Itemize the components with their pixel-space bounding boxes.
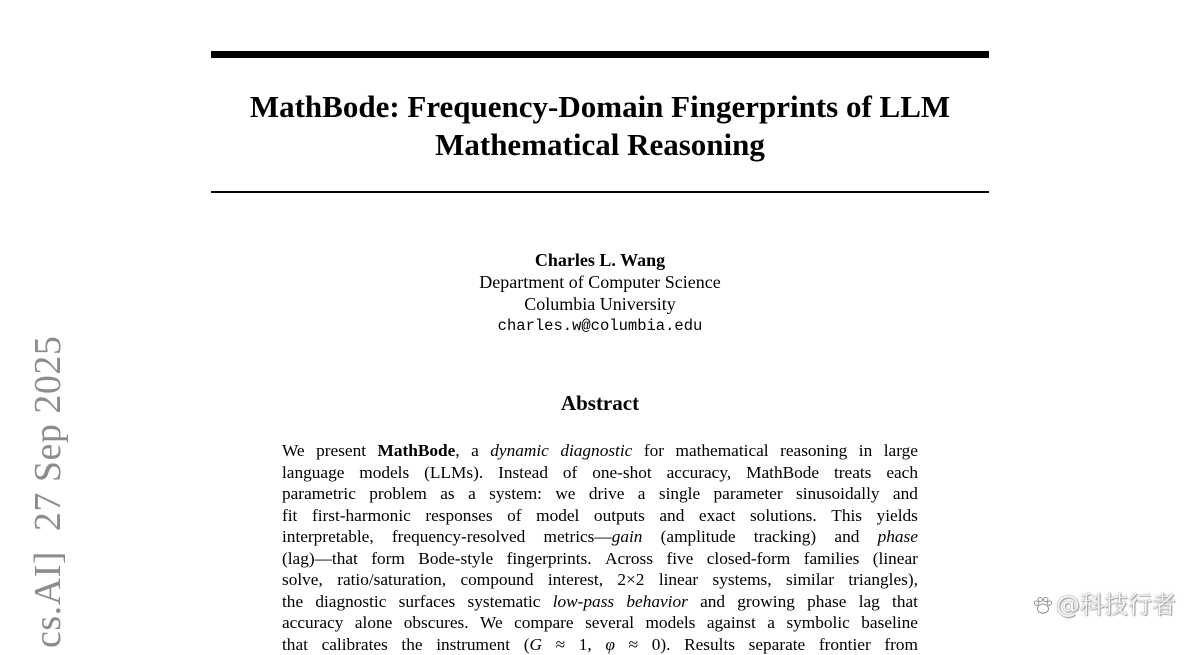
abstract-word: alone (355, 612, 392, 634)
abstract-word: calibrates (322, 634, 388, 655)
abstract-word: present (316, 440, 366, 462)
abstract-word: of (507, 505, 521, 527)
paper-title (200, 88, 1000, 164)
arxiv-category: cs.AI] (27, 551, 69, 648)
abstract-line (282, 440, 918, 462)
abstract-word: (amplitude (661, 526, 736, 548)
author-email: charles.w@columbia.edu (400, 315, 800, 337)
abstract-word: separate (749, 634, 806, 655)
abstract-word: for (644, 440, 664, 462)
abstract-word: a (638, 483, 646, 505)
abstract-word: closed-form (707, 548, 791, 570)
abstract-word: one-shot (592, 462, 652, 484)
abstract-word: metrics—gain (544, 526, 643, 548)
abstract-line (282, 526, 918, 548)
abstract-word: we (555, 483, 575, 505)
abstract-word: single (659, 483, 700, 505)
abstract-word: treats (834, 462, 871, 484)
abstract-word: linear (659, 569, 698, 591)
abstract-word: sinusoidally (796, 483, 880, 505)
watermark (1032, 585, 1176, 620)
abstract-word: tracking) (754, 526, 816, 548)
abstract-word: phase (878, 526, 918, 548)
abstract-word: and (700, 591, 725, 613)
abstract-word: instrument (436, 634, 510, 655)
abstract-word: triangles), (848, 569, 918, 591)
abstract-word: large (884, 440, 918, 462)
abstract-word: Instead (498, 462, 548, 484)
abstract-word: fit (282, 505, 297, 527)
abstract-word: ≈ (556, 634, 566, 655)
abstract-word: five (666, 548, 693, 570)
abstract-word: baseline (861, 612, 918, 634)
abstract-word: diagnostic (560, 440, 632, 462)
abstract-word: lag (859, 591, 880, 613)
abstract-word: problem (369, 483, 427, 505)
watermark-text: @科技行者 (1056, 591, 1176, 619)
abstract-word: models (645, 612, 695, 634)
abstract-word: accuracy (282, 612, 343, 634)
abstract-word: first-harmonic (312, 505, 411, 527)
author-department: Department of Computer Science (400, 271, 800, 293)
abstract-word: interest, (548, 569, 603, 591)
paw-logo-icon (1032, 594, 1054, 616)
abstract-word: and (893, 483, 918, 505)
abstract-line (282, 634, 918, 655)
paper-title-line-2: Mathematical Reasoning (200, 126, 1000, 164)
arxiv-date: 27 Sep 2025 (27, 336, 69, 532)
abstract-word: reasoning (780, 440, 847, 462)
abstract-word: systems, (713, 569, 772, 591)
abstract-word: a (468, 483, 476, 505)
abstract-word: form (371, 548, 405, 570)
abstract-line (282, 505, 918, 527)
abstract-word: compare (514, 612, 574, 634)
abstract-word: families (804, 548, 860, 570)
abstract-word: fingerprints. (507, 548, 592, 570)
abstract-word: (G (524, 634, 542, 655)
abstract-word: that (282, 634, 308, 655)
paper-title-line-1: MathBode: Frequency-Domain Fingerprints of LLM (200, 88, 1000, 126)
abstract-word: (LLMs). (424, 462, 483, 484)
abstract-word: as (440, 483, 454, 505)
abstract-word: Bode-style (418, 548, 493, 570)
abstract-word: the (401, 634, 422, 655)
abstract-word: φ (605, 634, 615, 655)
abstract-word: outputs (594, 505, 645, 527)
abstract-word: accuracy, (667, 462, 732, 484)
abstract-word: dynamic (490, 440, 549, 462)
title-top-rule (211, 51, 989, 58)
abstract-word: Across (605, 548, 653, 570)
abstract-word: behavior (626, 591, 687, 613)
author-name: Charles L. Wang (400, 249, 800, 271)
abstract-word: each (886, 462, 918, 484)
abstract-word: mathematical (676, 440, 769, 462)
abstract-word: parametric (282, 483, 356, 505)
abstract-word: in (859, 440, 872, 462)
abstract-word: responses (425, 505, 492, 527)
author-university: Columbia University (400, 293, 800, 315)
abstract-heading: Abstract (400, 391, 800, 416)
abstract-word: a (767, 612, 775, 634)
abstract-word: (lag)—that (282, 548, 358, 570)
abstract-word: solve, (282, 569, 323, 591)
abstract-word: (linear (873, 548, 918, 570)
abstract-word: several (585, 612, 634, 634)
abstract-word: similar (786, 569, 834, 591)
abstract-word: symbolic (786, 612, 849, 634)
abstract-word: systematic (468, 591, 541, 613)
abstract-word: compound (461, 569, 534, 591)
abstract-word: drive (589, 483, 625, 505)
abstract-word: Results (684, 634, 735, 655)
abstract-line (282, 483, 918, 505)
abstract-line (282, 462, 918, 484)
arxiv-side-stamp (26, 336, 70, 648)
abstract-word: MathBode (746, 462, 819, 484)
abstract-line (282, 591, 918, 613)
abstract-word: diagnostic (315, 591, 386, 613)
abstract-word: MathBode, (378, 440, 460, 462)
abstract-word: and (659, 505, 684, 527)
abstract-word: yields (877, 505, 918, 527)
abstract-word: growing (737, 591, 795, 613)
abstract-word: 0). (652, 634, 671, 655)
abstract-word: against (707, 612, 756, 634)
abstract-word: parameter (714, 483, 783, 505)
abstract-word: from (884, 634, 918, 655)
title-bottom-rule (211, 191, 989, 193)
abstract-word: exact (699, 505, 735, 527)
abstract-word: phase (807, 591, 846, 613)
abstract-word: surfaces (399, 591, 456, 613)
abstract-word: frequency-resolved (392, 526, 525, 548)
abstract-word: language (282, 462, 344, 484)
abstract-word: that (892, 591, 918, 613)
abstract-word: 1, (579, 634, 592, 655)
abstract-word: interpretable, (282, 526, 374, 548)
abstract-word: ≈ (629, 634, 639, 655)
abstract-word: model (536, 505, 579, 527)
abstract-word: obscures. (404, 612, 469, 634)
abstract-line (282, 548, 918, 570)
abstract-word: models (359, 462, 409, 484)
author-block (400, 249, 800, 337)
abstract-line (282, 612, 918, 634)
abstract-word: 2×2 (617, 569, 644, 591)
abstract-word: We (480, 612, 503, 634)
abstract-word: solutions. (750, 505, 817, 527)
abstract-line (282, 569, 918, 591)
abstract-word: ratio/saturation, (337, 569, 446, 591)
abstract-word: We (282, 440, 305, 462)
abstract-word: of (563, 462, 577, 484)
abstract-word: This (831, 505, 862, 527)
abstract-word: and (834, 526, 859, 548)
abstract-body (282, 440, 918, 655)
abstract-word: low-pass (553, 591, 614, 613)
abstract-word: the (282, 591, 303, 613)
abstract-word: a (471, 440, 479, 462)
abstract-word: system: (489, 483, 542, 505)
abstract-word: frontier (819, 634, 871, 655)
